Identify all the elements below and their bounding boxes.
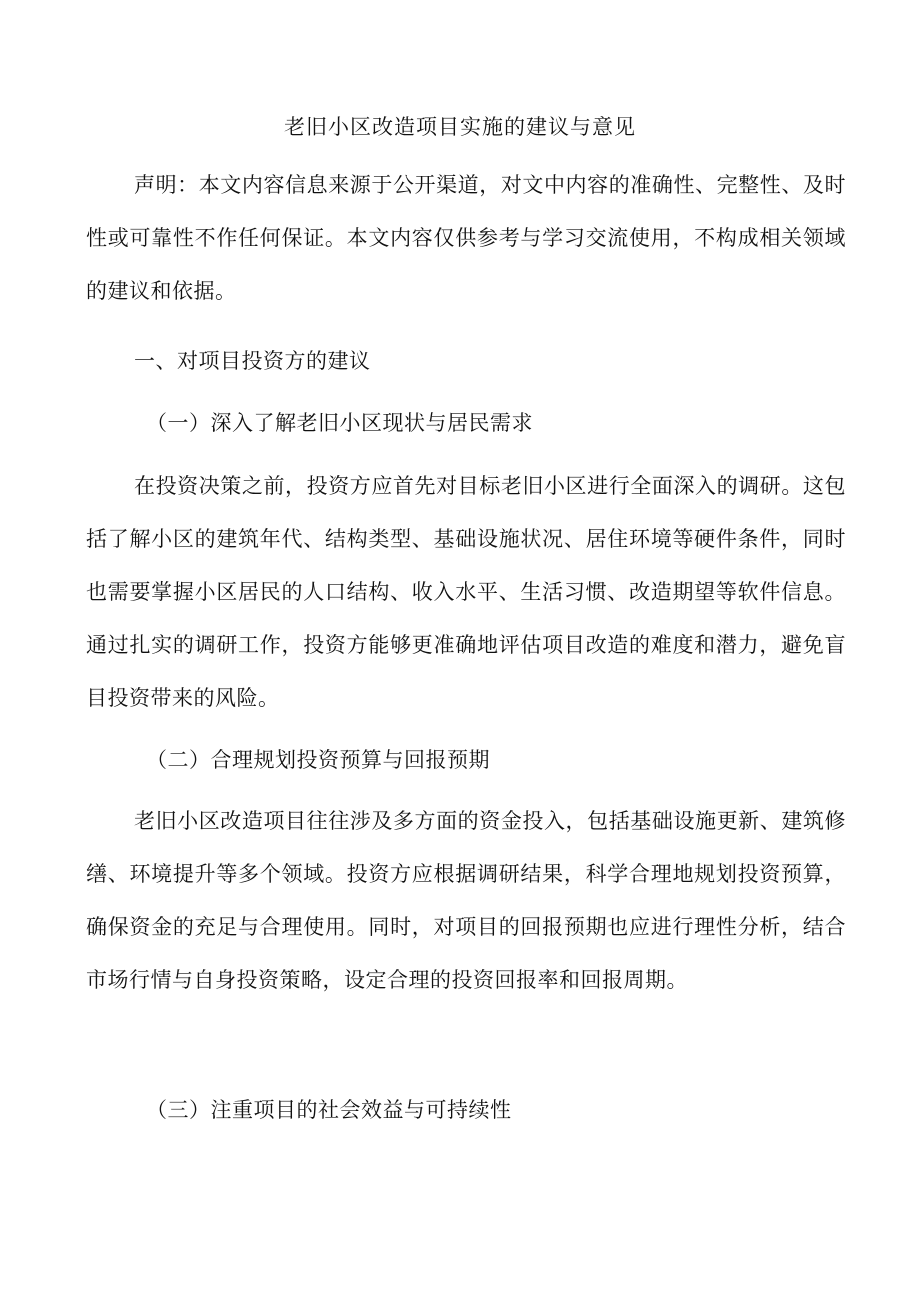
subsection-1-body: 在投资决策之前，投资方应首先对目标老旧小区进行全面深入的调研。这包括了解小区的建筑年代、结构类型、基础设施状况、居住环境等硬件条件，同时也需要掌握小区居民的人口结构、收入水平、生活习惯、改造期望等软件信息。通过扎实的调研工作，投资方能够更准确地评估项目改造的难度和潜力，避免盲目投资带来的风险。 [86, 474, 846, 710]
disclaimer-paragraph: 声明：本文内容信息来源于公开渠道，对文中内容的准确性、完整性、及时性或可靠性不作任何保证。本文内容仅供参考与学习交流使用，不构成相关领域的建议和依据。 [86, 173, 846, 303]
document-title: 老旧小区改造项目实施的建议与意见 [284, 115, 636, 139]
section-1-heading: 一、对项目投资方的建议 [134, 349, 371, 373]
subsection-2-body: 老旧小区改造项目往往涉及多方面的资金投入，包括基础设施更新、建筑修缮、环境提升等多个领域。投资方应根据调研结果，科学合理地规划投资预算，确保资金的充足与合理使用。同时，对项目的回报预期也应进行理性分析，结合市场行情与自身投资策略，设定合理的投资回报率和回报周期。 [86, 809, 846, 992]
subsection-2-heading: （二）合理规划投资预算与回报预期 [146, 748, 490, 772]
subsection-3-heading: （三）注重项目的社会效益与可持续性 [146, 1098, 512, 1122]
subsection-1-heading: （一）深入了解老旧小区现状与居民需求 [146, 411, 533, 435]
